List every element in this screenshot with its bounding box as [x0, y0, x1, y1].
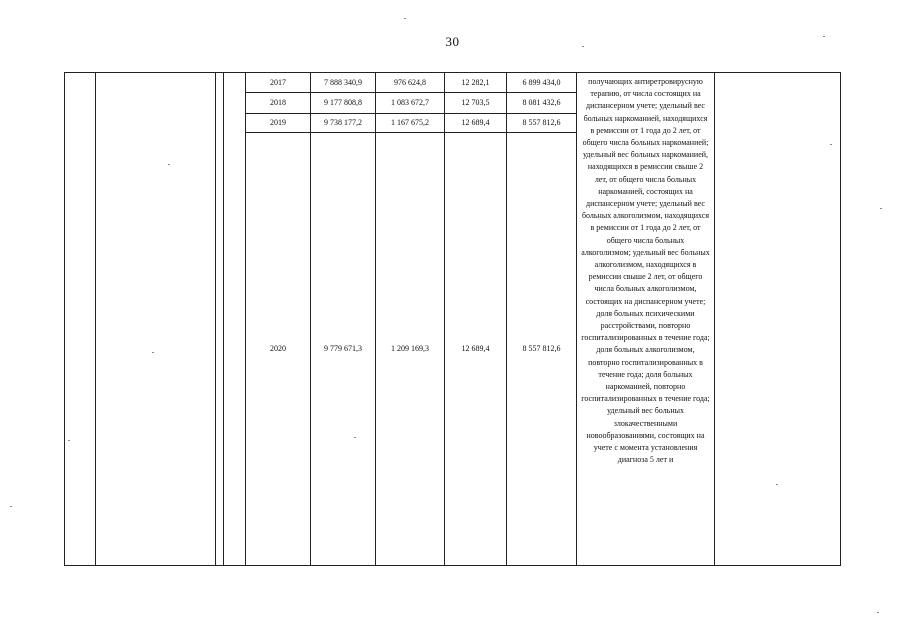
total-cell: 9 177 808,8 [311, 93, 376, 114]
scan-speck [152, 352, 154, 353]
scan-speck [404, 18, 406, 19]
blank-cell-1 [65, 73, 96, 566]
total-cell: 9 738 177,2 [311, 114, 376, 133]
scan-speck [168, 164, 170, 165]
scan-speck [10, 506, 12, 507]
regional-cell: 12 689,4 [445, 114, 507, 133]
year-cell: 2018 [246, 93, 311, 114]
total-cell: 9 779 671,3 [311, 133, 376, 566]
scan-speck [880, 208, 882, 209]
year-cell: 2017 [246, 73, 311, 93]
federal-cell: 1 083 672,7 [376, 93, 445, 114]
scan-speck [68, 440, 70, 441]
blank-cell-3 [216, 73, 224, 566]
scan-speck [354, 437, 356, 438]
regional-cell: 12 689,4 [445, 133, 507, 566]
blank-cell-4 [224, 73, 246, 566]
scan-speck [582, 46, 584, 47]
table-row [65, 73, 841, 93]
federal-cell: 1 167 675,2 [376, 114, 445, 133]
federal-cell: 1 209 169,3 [376, 133, 445, 566]
local-cell: 8 081 432,6 [507, 93, 577, 114]
total-cell: 7 888 340,9 [311, 73, 376, 93]
program-funding-table [64, 72, 841, 566]
page-number: 30 [445, 34, 460, 49]
blank-cell-last [715, 73, 841, 566]
local-cell: 8 557 812,6 [507, 114, 577, 133]
year-cell: 2020 [246, 133, 311, 566]
local-cell: 8 557 812,6 [507, 133, 577, 566]
federal-cell: 976 624,8 [376, 73, 445, 93]
scan-speck [823, 36, 825, 37]
regional-cell: 12 282,1 [445, 73, 507, 93]
scan-speck [830, 144, 832, 145]
local-cell: 6 899 434,0 [507, 73, 577, 93]
regional-cell: 12 703,5 [445, 93, 507, 114]
year-cell: 2019 [246, 114, 311, 133]
scan-speck [776, 484, 778, 485]
indicators-cell: получающих антиретровирусную терапию, от числа состоящих на диспансерном учете; удельный вес больных наркоманией, находящихся в ремиссии от 1 года до 2 лет, от общего числа больных наркоманией; удельный вес больных наркоманией, находящихся в ремиссии свыше 2 лет, от общего числа больных наркоманией, состоящих на диспансерном учете; удельный вес больных алкоголизмом, находящихся в ремиссии от 1 года до 2 лет, от общего числа больных алкоголизмом; удельный вес больных алкоголизмом, находящихся в ремиссии свыше 2 лет, от общего числа больных алкоголизмом, состоящих на диспансерном учете; доля больных психическими расстройствами, повторно госпитализированных в течение года; доля больных алкоголизмом, повторно госпитализированных в течение года; доля больных наркоманией, повторно госпитализированных в течение года; удельный вес больных злокачественными новообразованиями, состоящих на учете с момента установления диагноза 5 лет и [577, 73, 715, 566]
scan-speck [877, 612, 879, 613]
blank-cell-2 [96, 73, 216, 566]
